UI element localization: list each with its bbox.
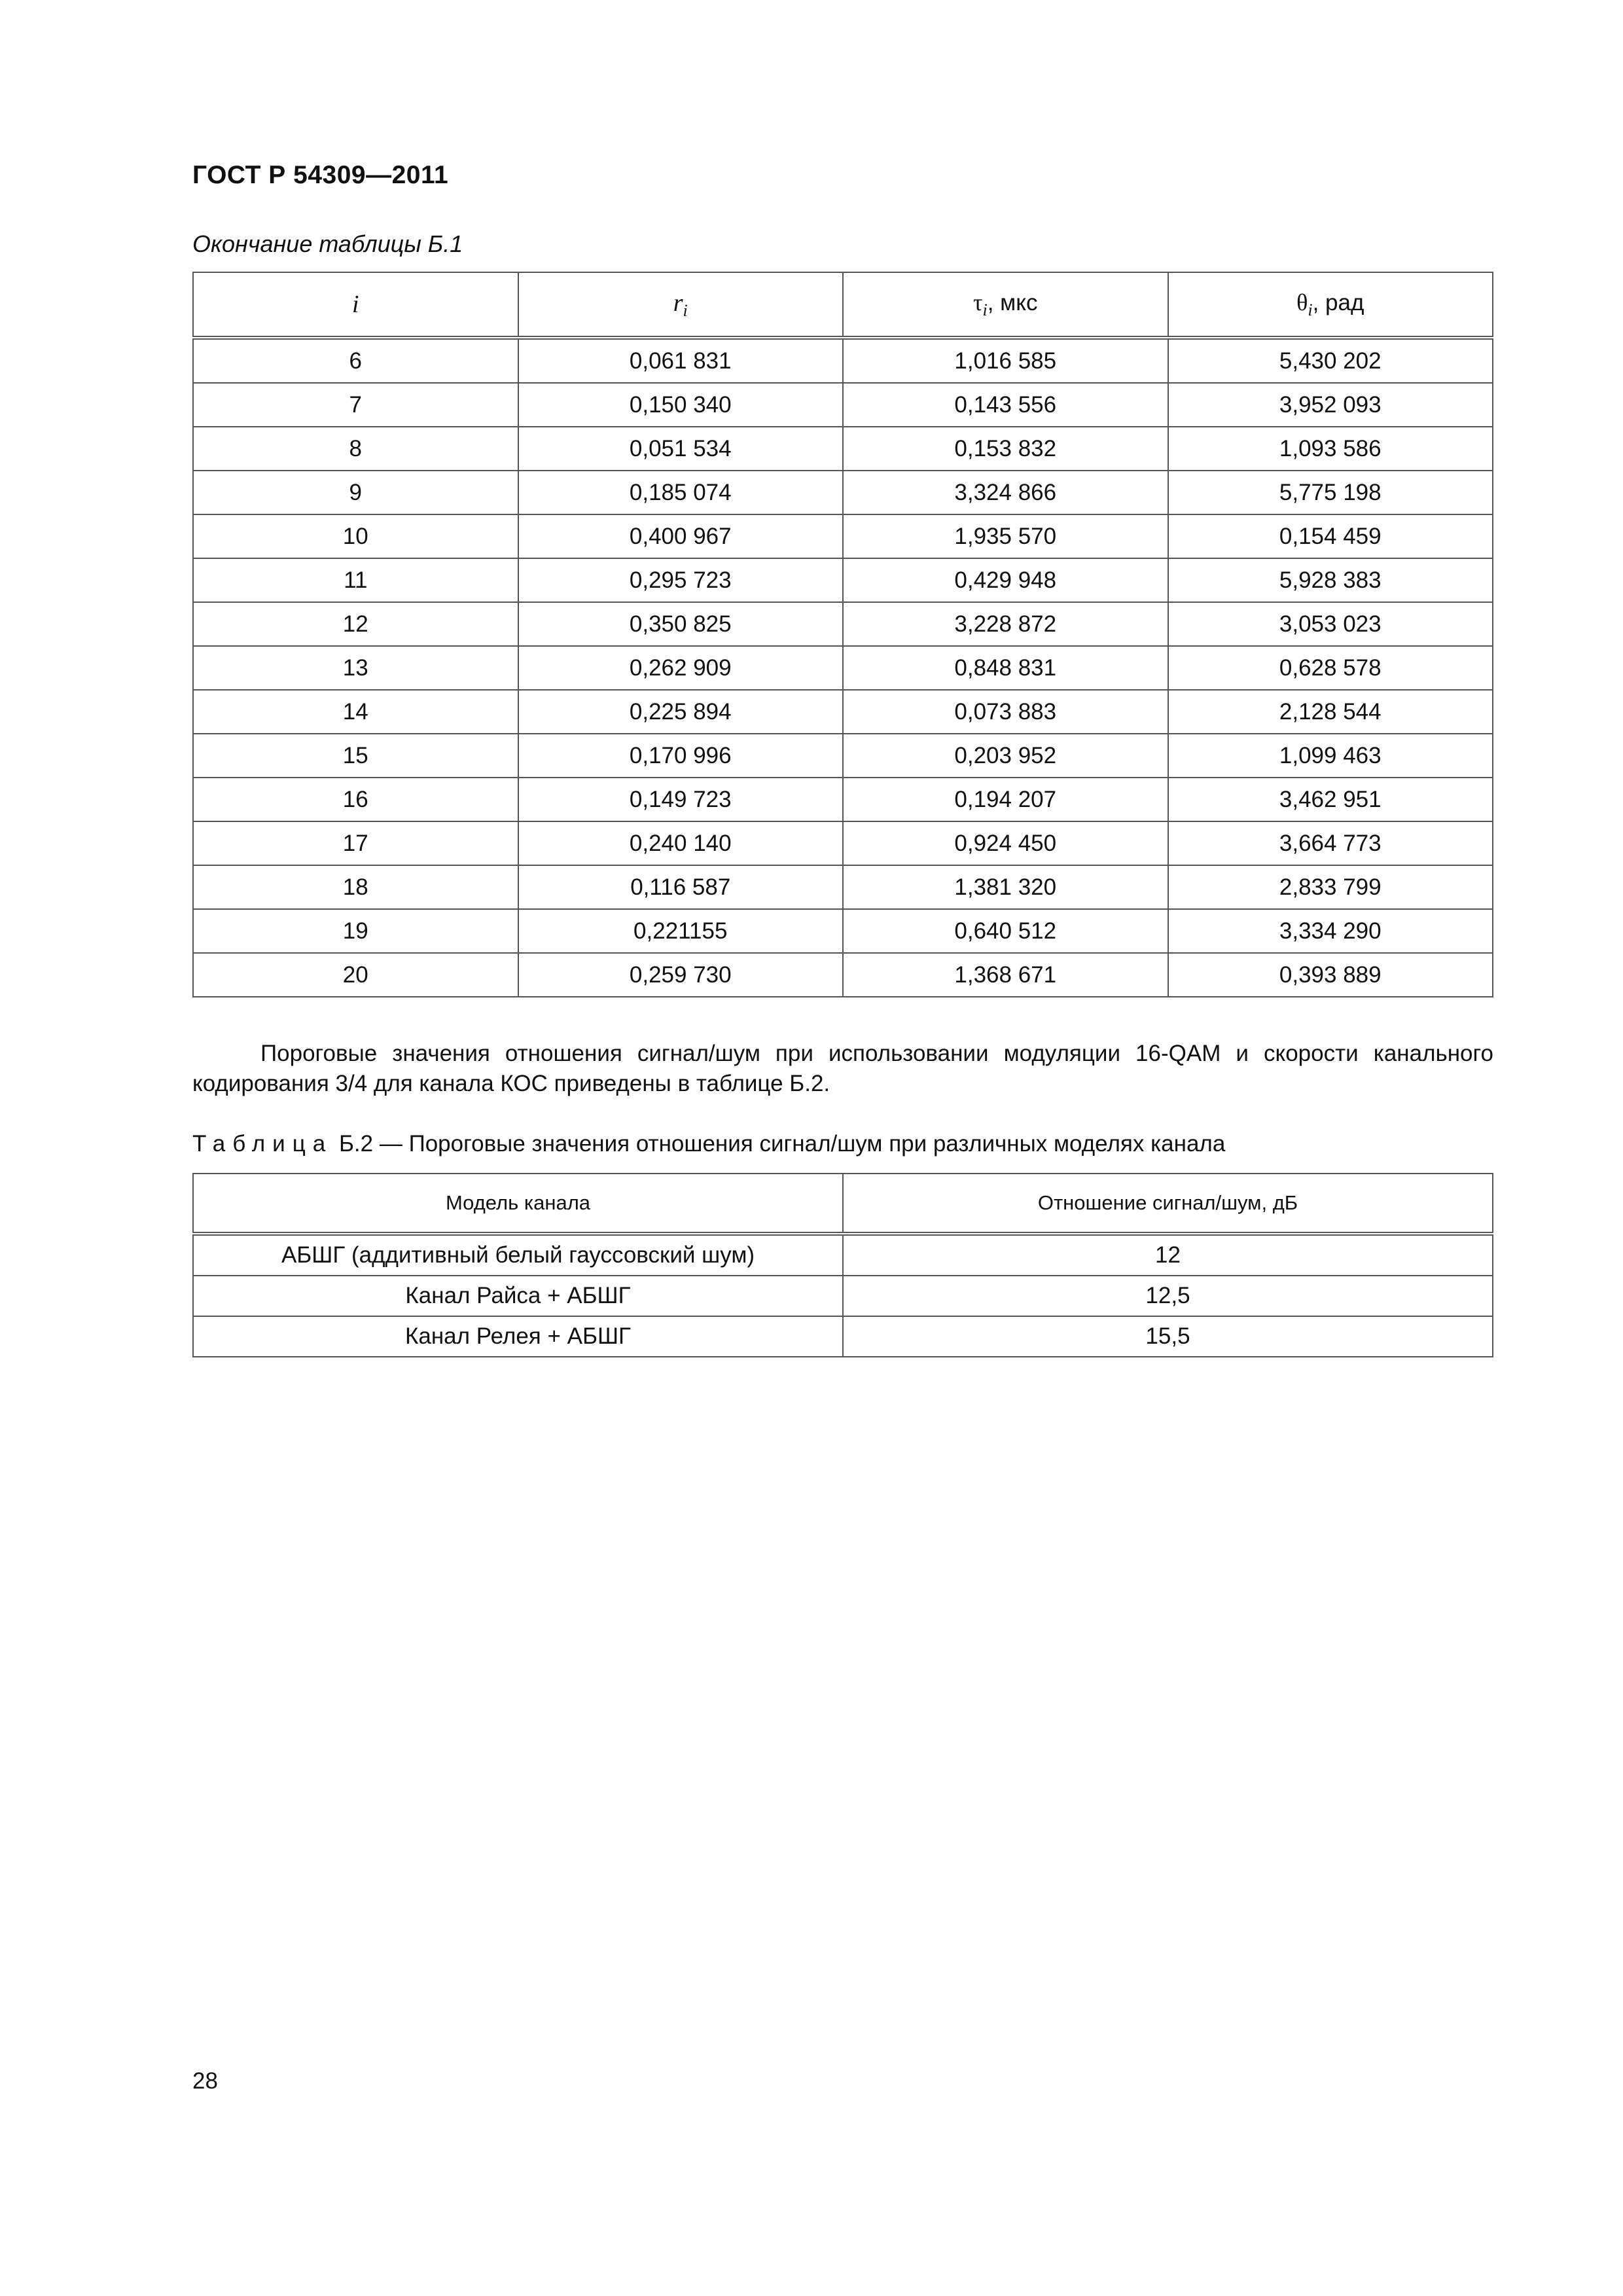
table-row: 15 0,170 996 0,203 952 1,099 463 (193, 734, 1493, 778)
table-row: 6 0,061 831 1,016 585 5,430 202 (193, 338, 1493, 383)
table-row: АБШГ (аддитивный белый гауссовский шум) 12 (193, 1234, 1493, 1276)
table-row: 13 0,262 909 0,848 831 0,628 578 (193, 646, 1493, 690)
table-row: Канал Райса + АБШГ 12,5 (193, 1276, 1493, 1316)
body-paragraph: Пороговые значения отношения сигнал/шум при использовании модуляции 16-QAM и скорости канального кодирования 3/4 для канала КОС приведены в таблице Б.2. (192, 1041, 1493, 1096)
table-b1-caption: Окончание таблицы Б.1 (192, 230, 463, 257)
table-row: 8 0,051 534 0,153 832 1,093 586 (193, 427, 1493, 471)
header-snr: Отношение сигнал/шум, дБ (843, 1174, 1493, 1234)
table-row: 12 0,350 825 3,228 872 3,053 023 (193, 602, 1493, 646)
table-b1-header-row (193, 272, 1493, 338)
table-row: 14 0,225 894 0,073 883 2,128 544 (193, 690, 1493, 734)
table-row: 9 0,185 074 3,324 866 5,775 198 (193, 471, 1493, 514)
table-row: 19 0,221155 0,640 512 3,334 290 (193, 909, 1493, 953)
header-channel-model: Модель канала (193, 1174, 843, 1234)
table-b1 (192, 272, 1493, 997)
document-header: ГОСТ Р 54309—2011 (192, 161, 449, 189)
table-b2 (192, 1173, 1493, 1357)
table-b2-caption: Таблица Б.2 — Пороговые значения отношения сигнал/шум при различных моделях канала (192, 1131, 1226, 1157)
header-delay: $\tau_i$, мкс (843, 272, 1168, 338)
table-row: 20 0,259 730 1,368 671 0,393 889 (193, 953, 1493, 997)
table-row: 7 0,150 340 0,143 556 3,952 093 (193, 383, 1493, 427)
header-phase: $\theta_i$, рад (1168, 272, 1493, 338)
table-row: Канал Релея + АБШГ 15,5 (193, 1316, 1493, 1357)
table-row: 11 0,295 723 0,429 948 5,928 383 (193, 558, 1493, 602)
table-row: 16 0,149 723 0,194 207 3,462 951 (193, 778, 1493, 821)
header-index: i (193, 272, 518, 338)
page-number: 28 (192, 2068, 218, 2094)
header-amplitude: $r_i$ (518, 272, 844, 338)
table-row: 10 0,400 967 1,935 570 0,154 459 (193, 514, 1493, 558)
table-row: 17 0,240 140 0,924 450 3,664 773 (193, 821, 1493, 865)
table-b2-header-row (193, 1174, 1493, 1234)
table-row: 18 0,116 587 1,381 320 2,833 799 (193, 865, 1493, 909)
